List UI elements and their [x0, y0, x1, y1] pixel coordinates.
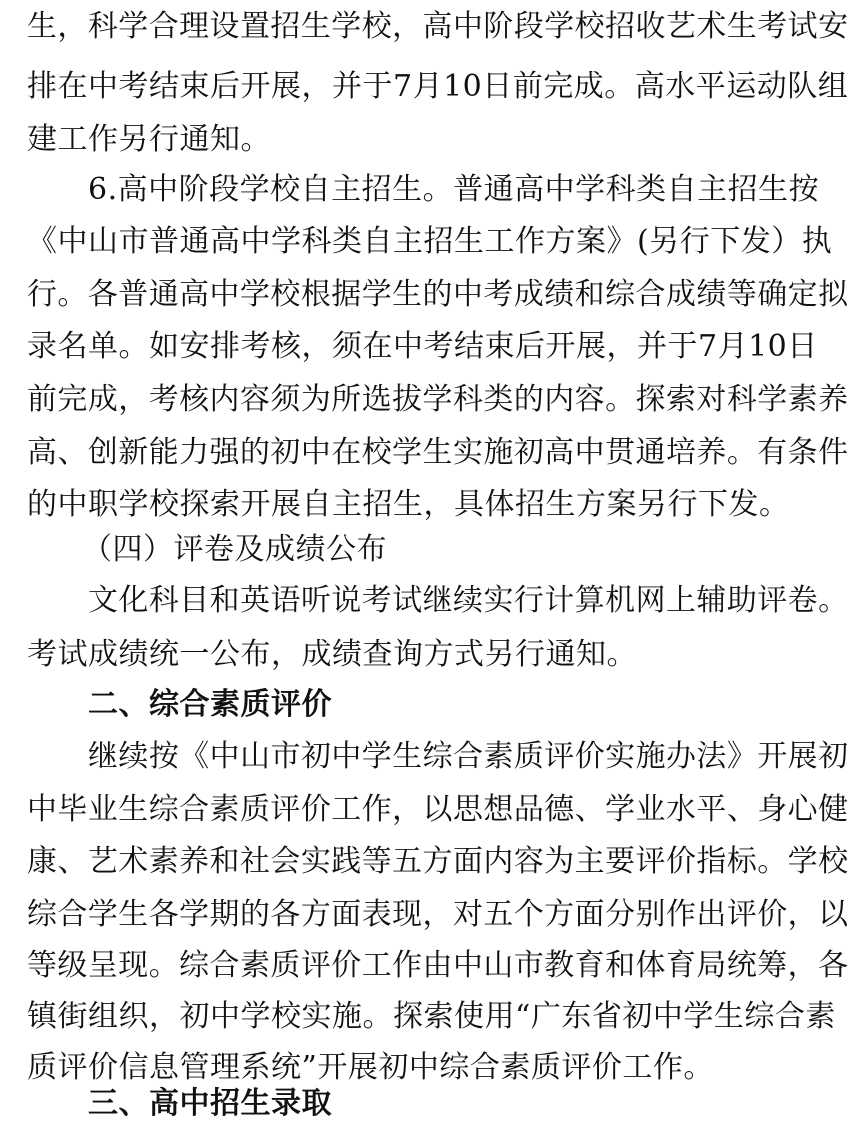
text-line-8: 前完成，考核内容须为所选拔学科类的内容。探索对科学素养 — [27, 382, 849, 417]
text-line-9: 高、创新能力强的初中在校学生实施初高中贯通培养。有条件 — [27, 435, 849, 470]
section-heading-2: 二、综合素质评价 — [88, 687, 332, 722]
text-line-4: 6.高中阶段学校自主招生。普通高中学科类自主招生按 — [88, 172, 820, 207]
text-line-2: 排在中考结束后开展，并于7月10日前完成。高水平运动队组 — [27, 69, 849, 104]
text-line-20: 镇街组织，初中学校实施。探索使用“广东省初中学生综合素 — [27, 999, 836, 1034]
text-line-5: 《中山市普通高中学科类自主招生工作方案》(另行下发）执 — [27, 224, 833, 259]
text-line-10: 的中职学校探索开展自主招生，具体招生方案另行下发。 — [27, 487, 790, 522]
text-line-15: 继续按《中山市初中学生综合素质评价实施办法》开展初 — [88, 739, 849, 774]
text-line-21: 质评价信息管理系统”开展初中综合素质评价工作。 — [27, 1050, 714, 1085]
text-line-17: 康、艺术素养和社会实践等五方面内容为主要评价指标。学校 — [27, 844, 849, 879]
text-line-13: 考试成绩统一公布，成绩查询方式另行通知。 — [27, 637, 637, 672]
section-heading-3: 三、高中招生录取 — [88, 1086, 332, 1121]
text-line-18: 综合学生各学期的各方面表现，对五个方面分别作出评价，以 — [27, 897, 849, 932]
text-line-12: 文化科目和英语听说考试继续实行计算机网上辅助评卷。 — [88, 583, 849, 618]
text-line-6: 行。各普通高中学校根据学生的中考成绩和综合成绩等确定拟 — [27, 277, 849, 312]
text-line-7: 录名单。如安排考核，须在中考结束后开展，并于7月10日 — [27, 329, 818, 364]
text-line-19: 等级呈现。综合素质评价工作由中山市教育和体育局统筹，各 — [27, 948, 849, 983]
section-subheading: （四）评卷及成绩公布 — [82, 532, 387, 567]
text-line-1: 生，科学合理设置招生学校，高中阶段学校招收艺术生考试安 — [27, 9, 849, 44]
text-line-16: 中毕业生综合素质评价工作，以思想品德、学业水平、身心健 — [27, 792, 849, 827]
text-line-3: 建工作另行通知。 — [27, 122, 271, 157]
